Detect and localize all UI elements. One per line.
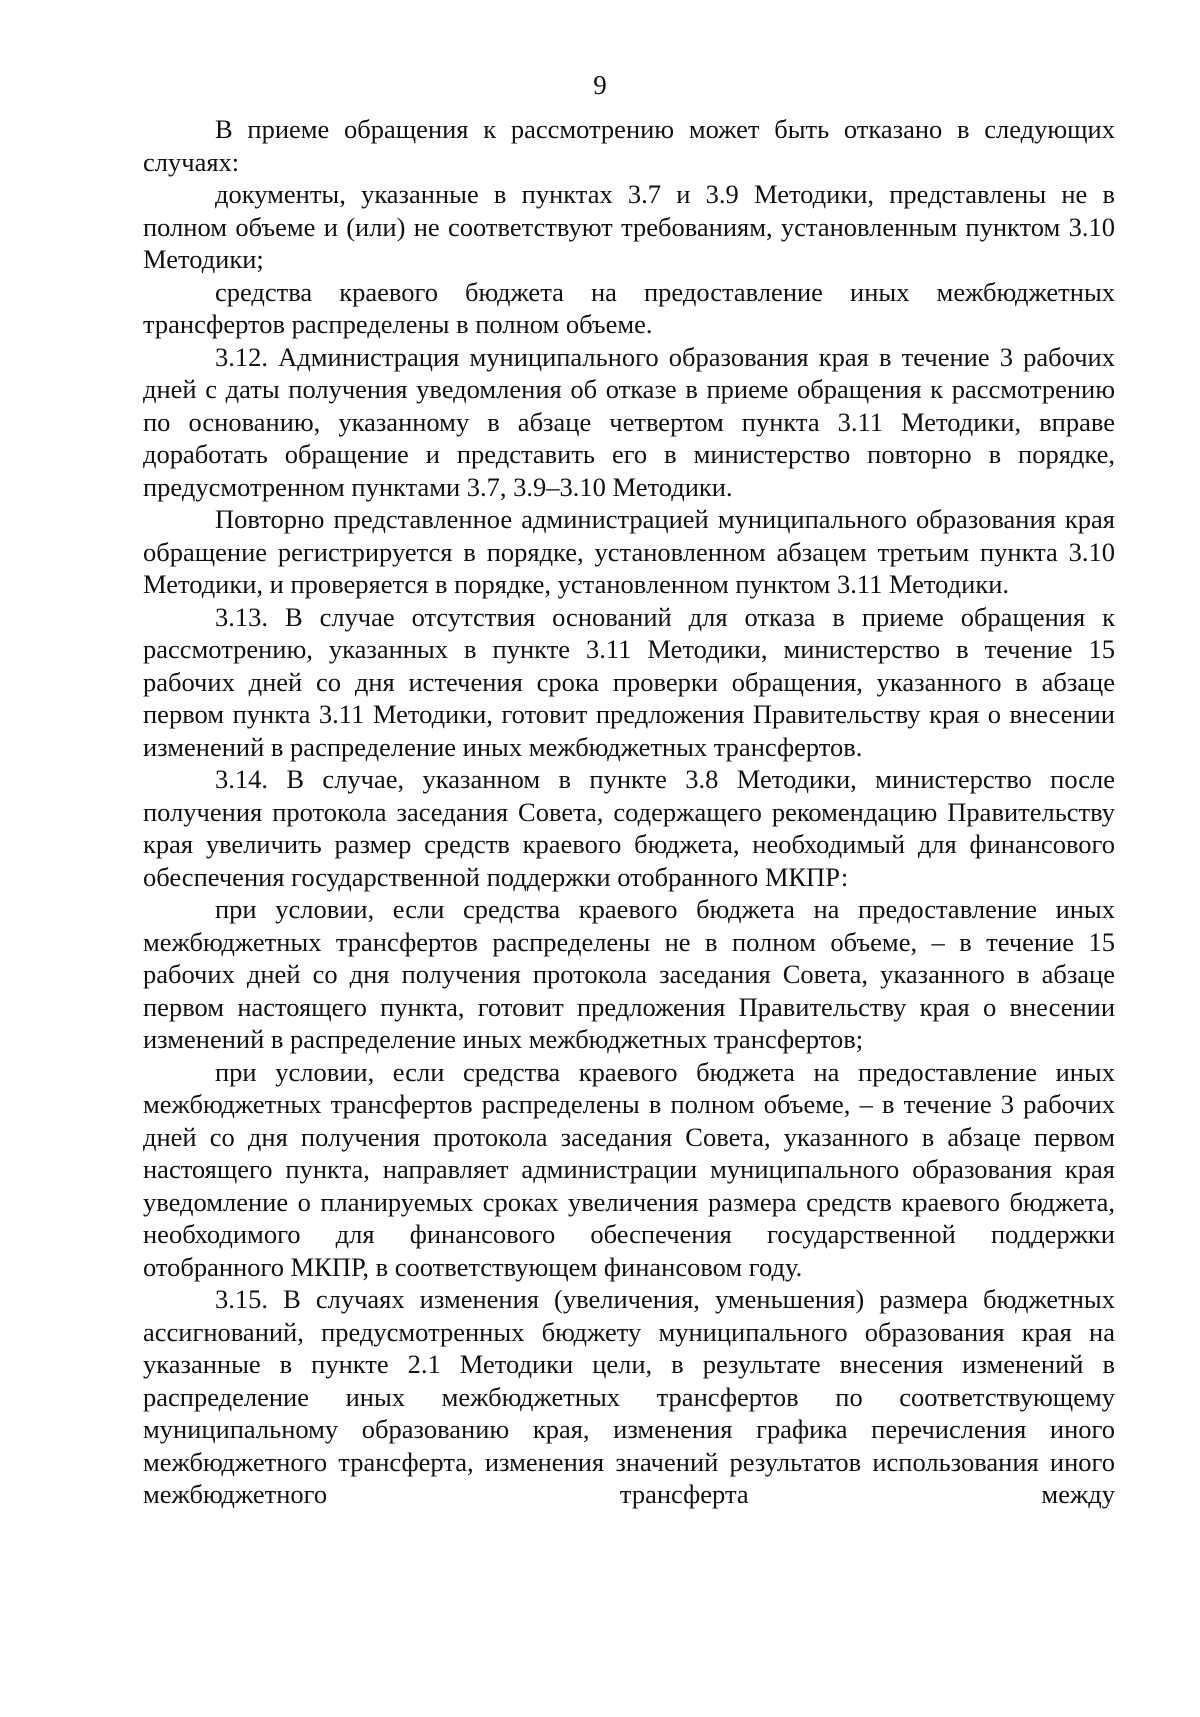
- paragraph-funds-distributed: средства краевого бюджета на предоставление иных межбюджетных трансфертов распределены в полном объеме.: [143, 276, 1115, 339]
- paragraph-clause-3-13: 3.13. В случае отсутствия оснований для отказа в приеме обращения к рассмотрению, указанных в пункте 3.11 Методики, министерство в течение 15 рабочих дней со дня истечения срока проверки обращения, указанного в абзаце первом пункта 3.11 Методики, готовит предложения Правительству края о внесении изменений в распределение иных межбюджетных трансфертов.: [143, 601, 1115, 762]
- paragraph-clause-3-12: 3.12. Администрация муниципального образования края в течение 3 рабочих дней с даты получения уведомления об отказе в приеме обращения к рассмотрению по основанию, указанному в абзаце четвертом пункта 3.11 Методики, вправе доработать обращение и представить его в министерство повторно в порядке, предусмотренном пунктами 3.7, 3.9–3.10 Методики.: [143, 341, 1115, 502]
- document-body: [143, 113, 1115, 1511]
- paragraph-clause-3-15: 3.15. В случаях изменения (увеличения, уменьшения) размера бюджетных ассигнований, предусмотренных бюджету муниципального образования края на указанные в пункте 2.1 Методики цели, в результате внесения изменений в распределение иных межбюджетных трансфертов по соответствующему муниципальному образованию края, изменения графика перечисления иного межбюджетного трансферта, изменения значений результатов использования иного межбюджетного трансферта между: [143, 1284, 1115, 1509]
- paragraph-resubmission: Повторно представленное администрацией муниципального образования края обращение регистрируется в порядке, установленном абзацем третьим пункта 3.10 Методики, и проверяется в порядке, установленном пунктом 3.11 Методики.: [143, 504, 1115, 599]
- paragraph-not-fully-distributed: при условии, если средства краевого бюджета на предоставление иных межбюджетных трансфертов распределены не в полном объеме, – в течение 15 рабочих дней со дня получения протокола заседания Совета, указанного в абзаце первом настоящего пункта, готовит предложения Правительству края о внесении изменений в распределение иных межбюджетных трансфертов;: [143, 894, 1115, 1054]
- paragraph-fully-distributed: при условии, если средства краевого бюджета на предоставление иных межбюджетных трансфертов распределены в полном объеме, – в течение 3 рабочих дней со дня получения протокола заседания Совета, указанного в абзаце первом настоящего пункта, направляет администрации муниципального образования края уведомление о планируемых сроках увеличения размера средств краевого бюджета, необходимого для финансового обеспечения государственной поддержки отобранного МКПР, в соответствующем финансовом году.: [143, 1056, 1115, 1282]
- paragraph-clause-3-14: 3.14. В случае, указанном в пункте 3.8 Методики, министерство после получения протокола заседания Совета, содержащего рекомендацию Правительству края увеличить размер средств краевого бюджета, необходимый для финансового обеспечения государственной поддержки отобранного МКПР:: [143, 764, 1115, 892]
- page-number: 9: [593, 70, 607, 100]
- paragraph-incomplete-documents: документы, указанные в пунктах 3.7 и 3.9 Методики, представлены не в полном объеме и (или) не соответствуют требованиям, установленным пунктом 3.10 Методики;: [143, 179, 1115, 274]
- paragraph-refusal-intro: В приеме обращения к рассмотрению может быть отказано в следующих случаях:: [143, 114, 1115, 177]
